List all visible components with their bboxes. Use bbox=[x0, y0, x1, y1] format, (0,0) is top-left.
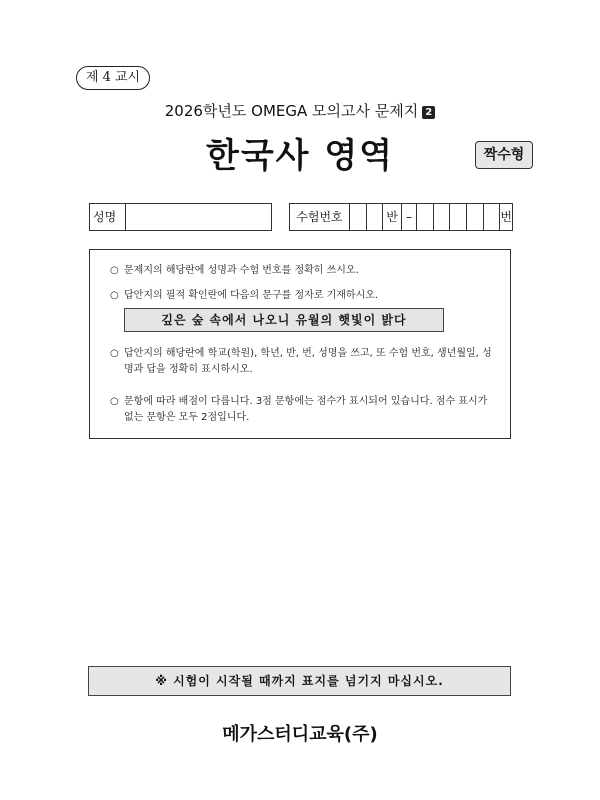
digit-cell[interactable] bbox=[434, 204, 451, 230]
digit-cell[interactable] bbox=[484, 204, 501, 230]
instruction-item: ○ 문항에 따라 배점이 다릅니다. 3점 문항에는 점수가 표시되어 있습니다. 점수 표시가 없는 문항은 모두 2점입니다. bbox=[110, 396, 488, 423]
dash-separator: – bbox=[402, 204, 417, 230]
class-label: 반 bbox=[383, 204, 402, 230]
digit-cell[interactable] bbox=[350, 204, 367, 230]
page-title: 한국사 영역 bbox=[205, 136, 395, 176]
instruction-item: ○ 답안지의 해당란에 학교(학원), 학년, 반, 번, 성명을 쓰고, 또 수험 번호, 생년월일, 성명과 답을 정확히 표시하시오. bbox=[110, 348, 492, 375]
digit-cell[interactable] bbox=[417, 204, 434, 230]
bullet-icon: ○ bbox=[110, 348, 119, 359]
instruction-item: ○ 답안지의 필적 확인란에 다음의 문구를 정자로 기재하시오. bbox=[110, 288, 500, 304]
handwriting-phrase: 깊은 숲 속에서 나오니 유월의 햇빛이 밝다 bbox=[124, 308, 444, 332]
exam-type-badge: 짝수형 bbox=[475, 141, 533, 169]
do-not-turn-notice: ※ 시험이 시작될 때까지 표지를 넘기지 마십시오. bbox=[88, 666, 511, 696]
publisher-name: 메가스터디교육(주) bbox=[222, 724, 378, 745]
booklet-number-badge: 2 bbox=[422, 106, 435, 119]
bullet-icon: ○ bbox=[110, 265, 119, 276]
exam-number-label: 수험번호 bbox=[290, 204, 350, 230]
instructions-box bbox=[89, 249, 511, 439]
subtitle-text: 2026학년도 OMEGA 모의고사 문제지 bbox=[164, 102, 419, 120]
digit-cell[interactable] bbox=[467, 204, 484, 230]
instruction-item: ○ 문제지의 해당란에 성명과 수험 번호를 정확히 쓰시오. bbox=[110, 263, 500, 279]
digit-cell[interactable] bbox=[367, 204, 384, 230]
exam-number-field[interactable] bbox=[289, 203, 513, 231]
name-label: 성명 bbox=[90, 204, 126, 230]
bullet-icon: ○ bbox=[110, 396, 119, 407]
number-label: 번 bbox=[500, 210, 512, 224]
name-field[interactable] bbox=[89, 203, 272, 231]
digit-cell[interactable] bbox=[450, 204, 467, 230]
name-input-area[interactable] bbox=[126, 204, 271, 230]
exam-subtitle bbox=[0, 100, 600, 121]
period-label: 제 4 교시 bbox=[76, 66, 150, 90]
bullet-icon: ○ bbox=[110, 290, 119, 301]
